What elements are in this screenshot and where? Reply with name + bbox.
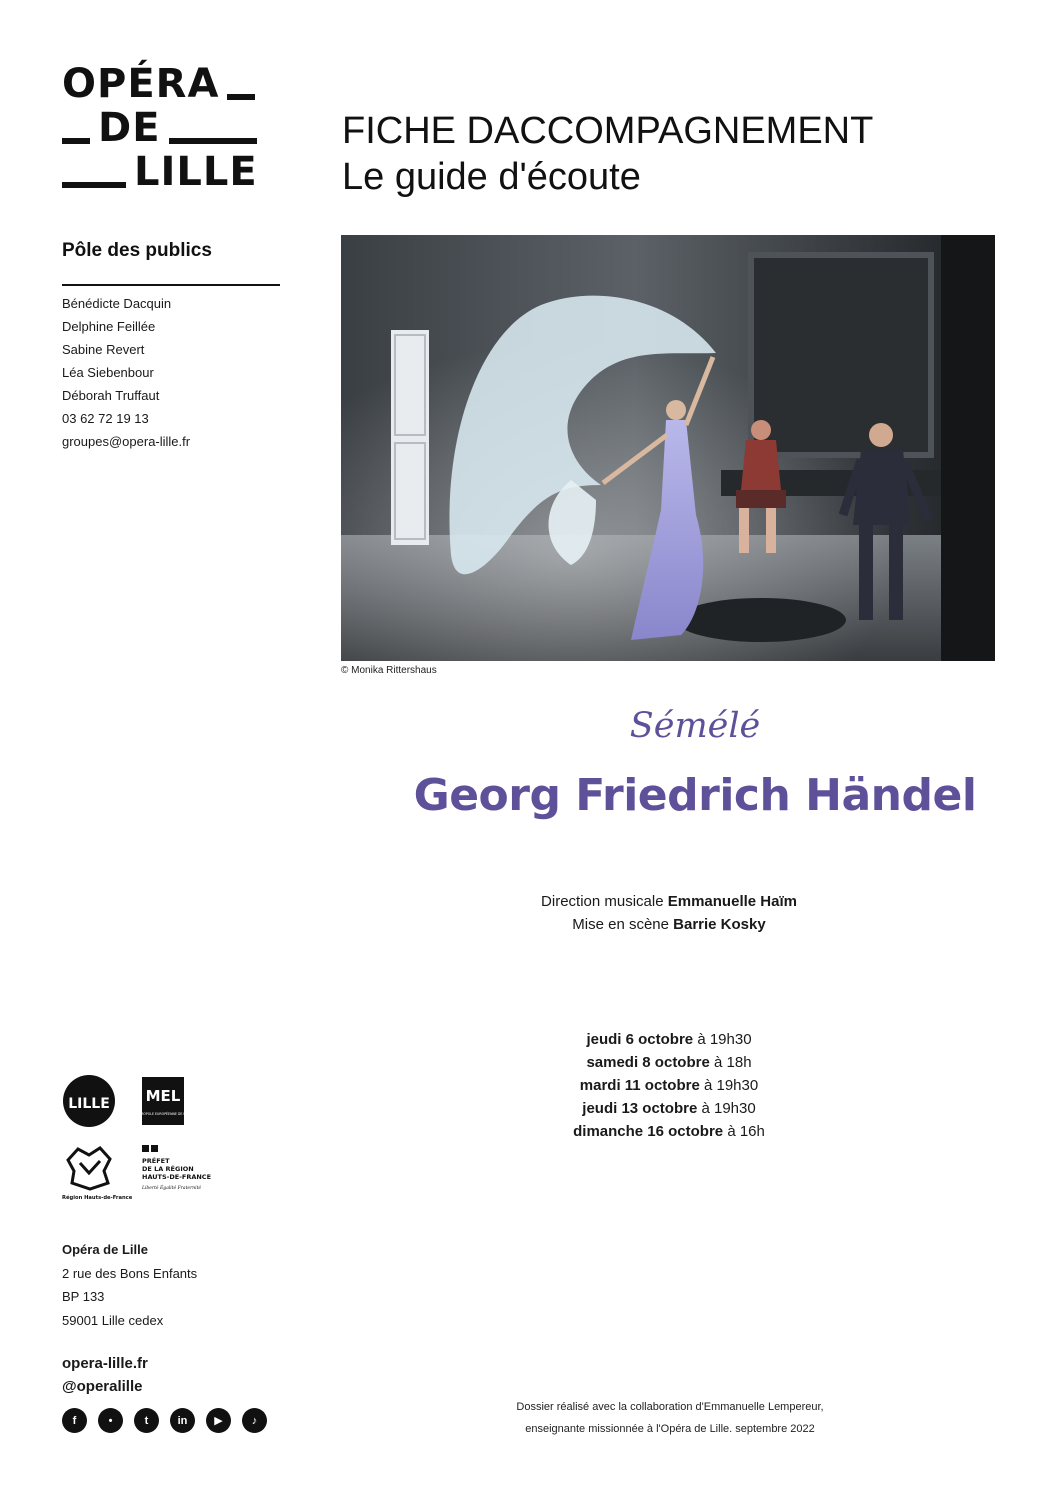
contact-list [62,292,282,453]
document-title: FICHE DACCOMPAGNEMENT [342,110,874,152]
date-time: à 19h30 [701,1100,756,1117]
credit-person: Emmanuelle Haïm [667,893,797,910]
postal-address [62,1238,197,1332]
prefet-motto: Liberté Égalité Fraternité [142,1186,202,1191]
credit-line [342,890,996,913]
logo-word-opera: OPÉRA [62,61,220,107]
date-day: jeudi 6 octobre [586,1031,694,1048]
photo-credit: © Monika Rittershaus [341,665,437,676]
performance-dates [342,1028,996,1143]
social-handle[interactable]: @operalille [62,1378,143,1395]
divider [62,284,280,286]
date-line [342,1074,996,1097]
address-name: Opéra de Lille [62,1242,148,1257]
region-hauts-de-france-logo [62,1148,133,1201]
flickr-icon[interactable]: • [98,1408,123,1433]
website-link[interactable]: opera-lille.fr [62,1355,148,1372]
logo-bar [169,138,257,144]
date-day: jeudi 13 octobre [582,1100,698,1117]
document-header [342,108,873,200]
logo-bar [62,138,90,144]
prefet-line-3: HAUTS-DE-FRANCE [142,1173,212,1181]
credit-role: Mise en scène [572,916,669,933]
date-day: mardi 11 octobre [579,1077,700,1094]
opera-de-lille-logo [62,62,262,194]
dossier-footnote [420,1396,920,1440]
composer-name: Georg Friedrich Händel [413,770,977,821]
logo-bar [227,94,255,100]
lille-city-logo [63,1075,115,1127]
date-line [342,1097,996,1120]
linkedin-icon[interactable]: in [170,1408,195,1433]
footnote-line: enseignante missionnée à l'Opéra de Lille. septembre 2022 [525,1423,815,1435]
date-time: à 19h30 [703,1077,759,1094]
contact-name: Léa Siebenbour [62,365,154,380]
mel-logo [134,1077,191,1125]
address-bp: BP 133 [62,1289,105,1304]
prefet-logo [141,1145,211,1191]
contact-name: Sabine Revert [62,342,145,357]
work-title: Sémélé [629,706,761,746]
credit-person: Barrie Kosky [673,916,766,933]
contact-name: Bénédicte Dacquin [62,296,172,311]
tiktok-icon[interactable]: ♪ [242,1408,267,1433]
logo-word-de: DE [98,105,161,151]
contact-phone: 03 62 72 19 13 [62,411,149,426]
social-icons [62,1408,267,1433]
region-logo-text: Région Hauts-de-France [62,1195,133,1201]
credit-role: Direction musicale [541,893,664,910]
lille-logo-text: LILLE [68,1096,110,1112]
contact-name: Déborah Truffaut [62,388,160,403]
twitter-icon[interactable]: t [134,1408,159,1433]
address-city: 59001 Lille cedex [62,1312,164,1328]
logo-bar [62,182,126,188]
address-street: 2 rue des Bons Enfants [62,1265,198,1281]
date-time: à 16h [727,1123,765,1140]
contact-email[interactable]: groupes@opera-lille.fr [62,434,191,449]
date-day: dimanche 16 octobre [573,1123,724,1140]
document-subtitle: Le guide d'écoute [342,156,641,198]
footnote-line: Dossier réalisé avec la collaboration d'Emmanuelle Lempereur, [516,1401,824,1413]
youtube-icon[interactable]: ▶ [206,1408,231,1433]
date-time: à 18h [714,1054,752,1071]
stage-scene-illustration [341,235,995,661]
date-line [342,1120,996,1143]
date-time: à 19h30 [697,1031,752,1048]
web-links [62,1352,148,1398]
credit-line [342,913,996,936]
facebook-icon[interactable]: f [62,1408,87,1433]
contact-name: Delphine Feillée [62,319,156,334]
mel-logo-text: MEL [145,1087,181,1105]
date-line [342,1051,996,1074]
prefet-line-1: PRÉFET [142,1157,170,1165]
prefet-line-2: DE LA RÉGION [142,1165,194,1173]
production-photo [341,235,995,661]
mel-logo-subtext: MÉTROPOLE EUROPÉENNE DE LILLE [134,1112,192,1116]
partner-logos [62,1075,302,1215]
date-line [342,1028,996,1051]
date-day: samedi 8 octobre [586,1054,710,1071]
pole-heading: Pôle des publics [62,240,212,261]
logo-word-lille: LILLE [134,149,258,195]
production-credits [342,890,996,936]
